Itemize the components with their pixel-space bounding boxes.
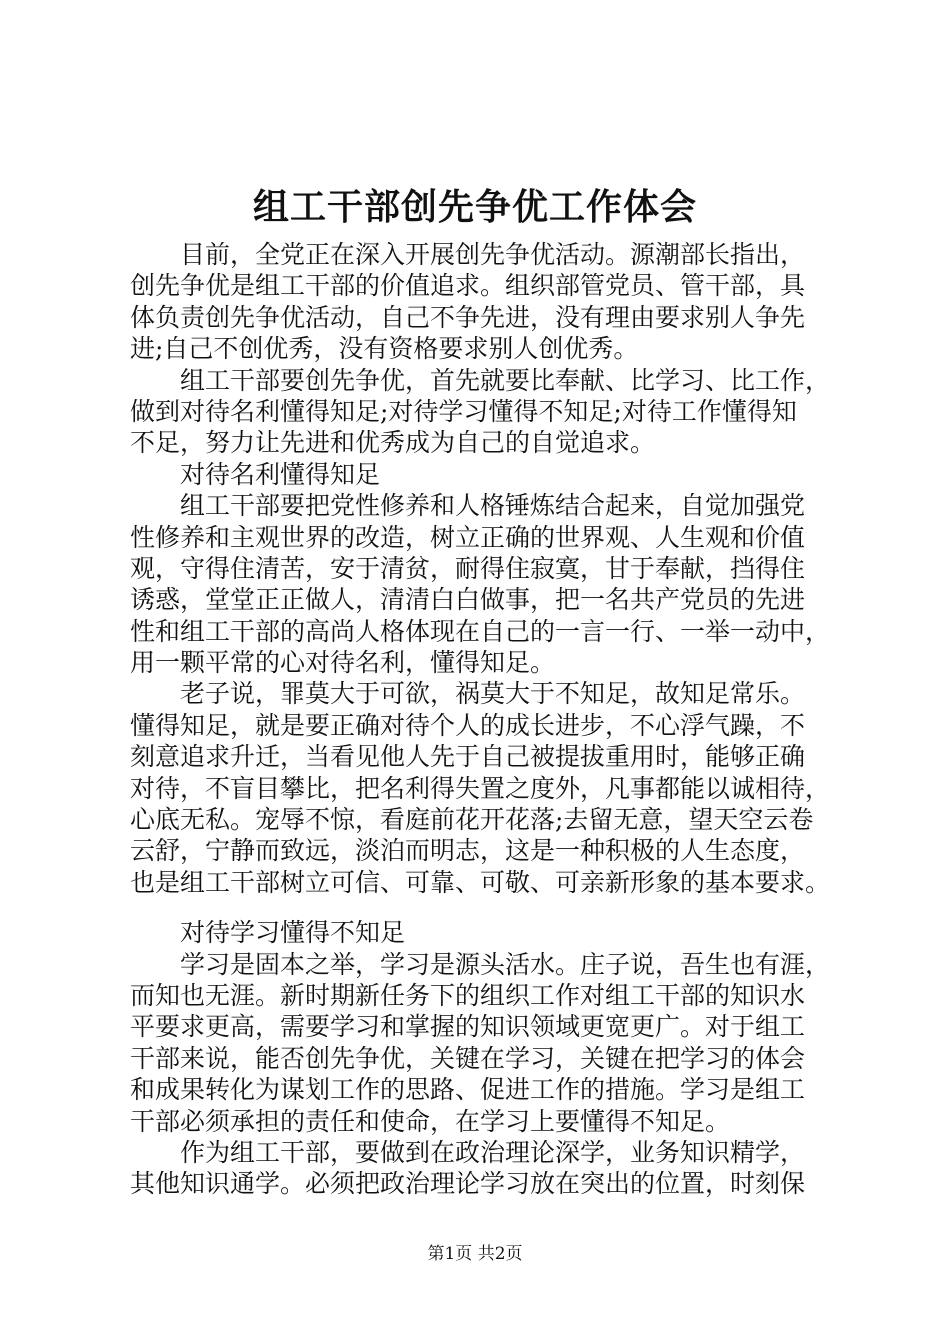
text-line: 组工干部要创先争优，首先就要比奉献、比学习、比工作， (180, 365, 831, 395)
page-footer: 第1页 共2页 (427, 1244, 523, 1264)
text-line: 懂得知足，就是要正确对待个人的成长进步，不心浮气躁，不 (130, 710, 806, 740)
text-line: 进;自己不创优秀，没有资格要求别人创优秀。 (130, 334, 639, 364)
text-line: 目前，全党正在深入开展创先争优活动。源潮部长指出， (180, 240, 806, 269)
text-line: 而知也无涯。新时期新任务下的组织工作对组工干部的知识水 (130, 980, 806, 1010)
text-line: 也是组工干部树立可信、可靠、可敬、可亲新形象的基本要求。 (130, 867, 831, 897)
document-title: 组工干部创先争优工作体会 (252, 187, 697, 228)
text-line: 创先争优是组工干部的价值追求。组织部管党员、管干部，具 (130, 271, 806, 301)
text-line: 干部必须承担的责任和使命，在学习上要懂得不知足。 (130, 1106, 731, 1136)
text-line: 不足，努力让先进和优秀成为自己的自觉追求。 (130, 428, 656, 458)
text-line: 刻意追求升迁，当看见他人先于自己被提拔重用时，能够正确 (130, 742, 806, 772)
text-line: 对待名利懂得知足 (180, 459, 381, 489)
text-line: 平要求更高，需要学习和掌握的知识领域更宽更广。对于组工 (130, 1012, 806, 1042)
text-line: 组工干部要把党性修养和人格锤炼结合起来，自觉加强党 (180, 491, 806, 521)
text-line: 诱惑，堂堂正正做人，清清白白做事，把一名共产党员的先进 (130, 585, 806, 615)
text-line: 性修养和主观世界的改造，树立正确的世界观、人生观和价值 (130, 522, 806, 552)
text-line: 对待学习懂得不知足 (180, 918, 406, 948)
text-line: 学习是固本之举，学习是源头活水。庄子说，吾生也有涯， (180, 949, 831, 979)
text-line: 观，守得住清苦，安于清贫，耐得住寂寞，甘于奉献，挡得住 (130, 553, 806, 583)
text-line: 老子说，罪莫大于可欲，祸莫大于不知足，故知足常乐。 (180, 679, 806, 709)
text-line: 心底无私。宠辱不惊，看庭前花开花落;去留无意，望天空云卷 (130, 805, 814, 835)
text-line: 做到对待名利懂得知足;对待学习懂得不知足;对待工作懂得知 (130, 396, 797, 426)
text-line: 性和组工干部的高尚人格体现在自己的一言一行、一举一动中， (130, 616, 831, 646)
text-line: 作为组工干部，要做到在政治理论深学，业务知识精学， (180, 1137, 806, 1167)
text-line: 对待，不盲目攀比，把名利得失置之度外，凡事都能以诚相待， (130, 773, 831, 803)
text-line: 其他知识通学。必须把政治理论学习放在突出的位置，时刻保 (130, 1169, 806, 1199)
paragraph-gap (130, 898, 850, 917)
text-line: 云舒，宁静而致远，淡泊而明志，这是一种积极的人生态度， (130, 836, 806, 866)
document-body (130, 239, 850, 1200)
text-line: 干部来说，能否创先争优，关键在学习，关键在把学习的体会 (130, 1043, 806, 1073)
text-line: 用一颗平常的心对待名利，懂得知足。 (130, 648, 556, 678)
text-line: 和成果转化为谋划工作的思路、促进工作的措施。学习是组工 (130, 1075, 806, 1105)
text-line: 体负责创先争优活动，自己不争先进，没有理由要求别人争先 (130, 302, 806, 332)
